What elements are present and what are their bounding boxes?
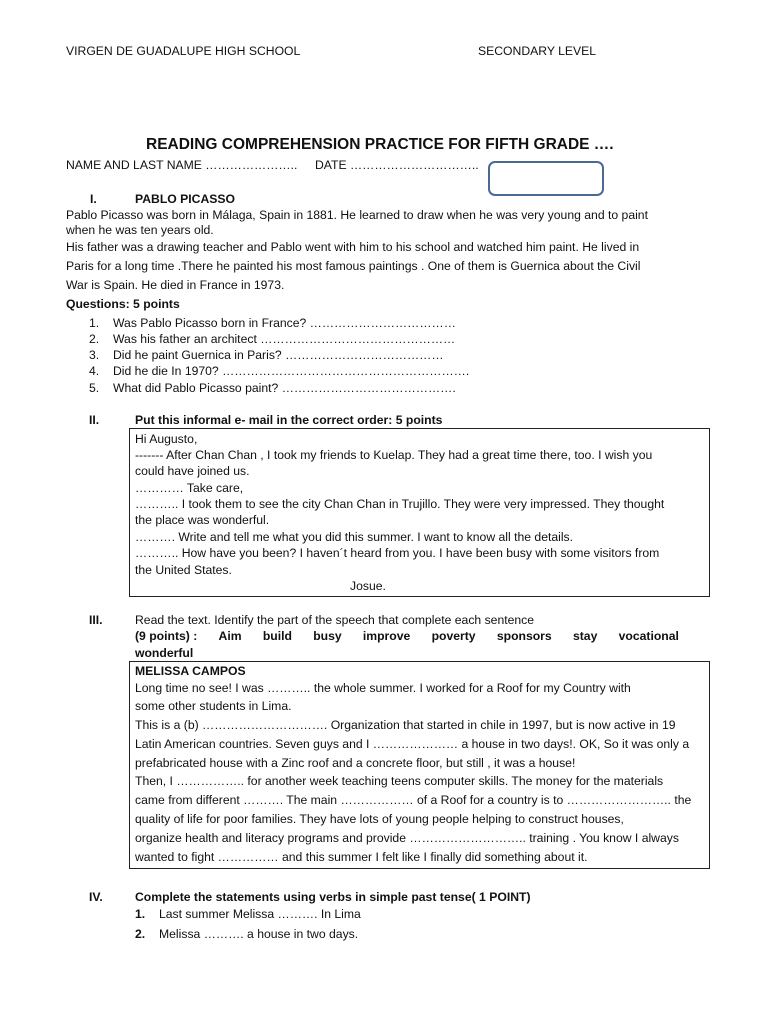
question-number: 5.	[89, 381, 100, 395]
statement-text: Melissa ………. a house in two days.	[159, 927, 359, 941]
school-level: SECONDARY LEVEL	[478, 44, 597, 58]
email-line: Hi Augusto,	[135, 432, 198, 446]
email-line: ………… Take care,	[135, 481, 244, 495]
word-bank	[135, 628, 679, 644]
section-2-number: II.	[89, 413, 100, 427]
section-1-number: I.	[90, 192, 97, 206]
word-bank-item: Aim	[218, 629, 242, 643]
question-text: Did he die In 1970? …………………………………………………….	[113, 364, 470, 378]
passage-line: Pablo Picasso was born in Málaga, Spain in 1881. He learned to draw when he was very young and to paint	[66, 208, 648, 222]
question-number: 3.	[89, 348, 100, 362]
section-4-number: IV.	[89, 890, 103, 904]
email-signature: Josue.	[350, 579, 386, 593]
points-label: (9 points) :	[135, 629, 198, 643]
email-line: could have joined us.	[135, 464, 250, 478]
email-line: ------- After Chan Chan , I took my friends to Kuelap. They had a great time there, too. I wish you	[135, 448, 653, 462]
word-bank-item: vocational	[618, 629, 679, 643]
question-number: 1.	[89, 316, 100, 330]
section-3-number: III.	[89, 613, 103, 627]
passage-line: His father was a drawing teacher and Pablo went with him to his school and watched him paint. He lived in	[66, 240, 640, 254]
reading-line: Then, I …………….. for another week teaching teens computer skills. The money for the materials	[135, 774, 664, 788]
reading-line: wanted to fight …………… and this summer I felt like I finally did something about it.	[135, 850, 588, 864]
question-number: 2.	[89, 332, 100, 346]
reading-box-title: MELISSA CAMPOS	[135, 664, 246, 678]
reading-line: Latin American countries. Seven guys and I ………………… a house in two days!. OK, So it was only a	[135, 737, 690, 751]
passage-line: Paris for a long time .There he painted his most famous paintings . One of them is Guernica about the Civil	[66, 259, 641, 273]
email-line: the United States.	[135, 563, 232, 577]
email-line: ………. Write and tell me what you did this summer. I want to know all the details.	[135, 530, 574, 544]
question-text: What did Pablo Picasso paint? …………………………………….	[113, 381, 456, 395]
word-bank-item: sponsors	[496, 629, 552, 643]
question-text: Was his father an architect …………………………………………	[113, 332, 456, 346]
school-name: VIRGEN DE GUADALUPE HIGH SCHOOL	[66, 44, 301, 58]
email-line: ……….. I took them to see the city Chan Chan in Trujillo. They were very impressed. They thought	[135, 497, 665, 511]
reading-line: organize health and literacy programs and provide ……………………….. training . You know I always	[135, 831, 679, 845]
word-bank-item: poverty	[431, 629, 476, 643]
reading-line: came from different ………. The main ……………… of a Roof for a country is to …………………….. the	[135, 793, 692, 807]
page-title: READING COMPREHENSION PRACTICE FOR FIFTH GRADE ….	[146, 136, 614, 153]
reading-line: Long time no see! I was ……….. the whole summer. I worked for a Roof for my Country with	[135, 681, 631, 695]
grade-box	[488, 161, 604, 196]
email-line: ……….. How have you been? I haven´t heard from you. I have been busy with some visitors from	[135, 546, 660, 560]
word-bank-item: wonderful	[135, 646, 194, 660]
name-field[interactable]: NAME AND LAST NAME …………………..	[66, 158, 298, 172]
date-field[interactable]: DATE …………………………..	[315, 158, 479, 172]
section-3-heading: Read the text. Identify the part of the speech that complete each sentence	[135, 613, 535, 627]
questions-label: Questions: 5 points	[66, 297, 180, 311]
word-bank-item: busy	[313, 629, 342, 643]
reading-line: prefabricated house with a Zinc roof and a concrete floor, but still , it was a house!	[135, 756, 576, 770]
email-line: the place was wonderful.	[135, 513, 270, 527]
question-text: Did he paint Guernica in Paris? …………………………………	[113, 348, 444, 362]
reading-line: some other students in Lima.	[135, 699, 292, 713]
passage-line: War is Spain. He died in France in 1973.	[66, 278, 285, 292]
statement-number: 2.	[135, 927, 146, 941]
section-1-heading: PABLO PICASSO	[135, 192, 235, 206]
question-number: 4.	[89, 364, 100, 378]
reading-line: This is a (b) …………………………. Organization that started in chile in 1997, but is now active in 19	[135, 718, 676, 732]
section-2-heading: Put this informal e- mail in the correct order: 5 points	[135, 413, 443, 427]
word-bank-item: build	[262, 629, 292, 643]
statement-text: Last summer Melissa ………. In Lima	[159, 907, 361, 921]
section-4-heading: Complete the statements using verbs in simple past tense( 1 POINT)	[135, 890, 531, 904]
word-bank-item: stay	[572, 629, 598, 643]
statement-number: 1.	[135, 907, 146, 921]
word-bank-item: improve	[362, 629, 411, 643]
question-text: Was Pablo Picasso born in France? ………………………………	[113, 316, 456, 330]
passage-line: when he was ten years old.	[66, 223, 214, 237]
reading-line: quality of life for poor families. They have lots of young people helping to construct houses,	[135, 812, 624, 826]
